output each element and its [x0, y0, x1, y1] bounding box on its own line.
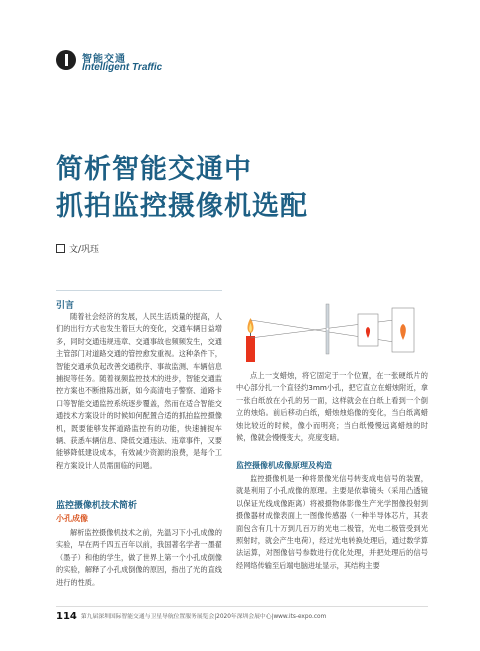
- screen-near: [358, 314, 378, 346]
- candle-icon: [246, 318, 255, 362]
- tech-subheading: 小孔成像: [56, 514, 88, 523]
- intro-paragraph: [56, 311, 222, 472]
- pinhole-card: [326, 304, 329, 354]
- footer-rule: [56, 606, 428, 607]
- candle-experiment-text: 点上一支蜡烛，将它固定于一个位置，在一张硬纸片的中心部分扎一个直径约3mm小孔，把它直立在蜡烛附近，拿一张白纸放在小孔的另一面，这样就会在白纸上看到一个倒立的烛焰。前后移动白纸，蜡烛烛焰像的变化，当白纸离蜡烛比较近的时候，像小而明亮；当白纸慢慢远离蜡烛的时候，像就会慢慢变大，亮度变暗。: [236, 371, 428, 443]
- right-paragraph-1: [236, 370, 428, 444]
- principle-text: 监控摄像机是一种将景像光信号转变成电信号的装置，就是利用了小孔成像的原理。主要是依靠镜头（采用凸透镜以保证光线成像距离）将被摄物体影像生产光学图像投射到摄像器材成像表面上一图像传感器（一种半导体芯片，其表面包含有几十万到几百万的光电二极管，光电二极管受到光照射时，就会产生电荷），经过光电转换处理后，通过数学算法运算，对图像信号参数进行优化处理，并把处理后的信号经网络传输至后端电脑进址显示，其结构主要: [236, 474, 428, 570]
- intro-text: 随着社会经济的发展，人民生活质量的提高，人们的出行方式也发生着巨大的变化，交通车辆日益增多，同时交通违规违章、交通事故也频频发生，交通主管部门对道路交通的管控愈发重视。这种条件下，智能交通承负起改善交通秩序、事故监测、车辆信息捕捉等任务。随着视频监控技术的进步，智能交通监控方案也不断推陈出新，如今高清电子警察、道路卡口等智能交通监控系统逐步覆盖，然而在适合智能交通技术方案设计的时候如何配置合适的抓拍监控摄像机，既要能够发挥道路监控有的功能，快速捕捉车辆、获悉车辆信息、降低交通违法、违章事件，又要能够降低建设成本，有效减少资源的浪费，是每个工程方案设计人员需面临的问题。: [56, 312, 222, 470]
- intro-heading: 引言: [56, 301, 75, 311]
- footer-text: 第九届深圳国际智能交通与卫星导航位置服务展览会|2020年深圳会展中心|www.its-expo.com: [80, 614, 327, 620]
- section-label-en: Intelligent Traffic: [82, 62, 163, 73]
- screen-far: [392, 308, 414, 352]
- article-title-line1: 简析智能交通中: [56, 154, 252, 185]
- section-badge-icon: [56, 50, 76, 70]
- author-name: 文/巩珏: [69, 245, 100, 255]
- divider: [56, 290, 222, 291]
- pinhole-diagram: [236, 298, 428, 368]
- page-number: 114: [56, 611, 77, 622]
- principle-heading: 监控摄像机成像原理及构造: [236, 461, 332, 470]
- author-box-icon: [56, 244, 65, 253]
- article-title-line2: 抓拍监控摄像机选配: [56, 191, 308, 222]
- right-paragraph-2: [236, 473, 428, 572]
- section-label-zh: 智能交通: [82, 54, 126, 65]
- section-badge-bar: [65, 54, 68, 66]
- page-footer: [56, 611, 326, 622]
- tech-heading: 监控摄像机技术简析: [56, 501, 138, 511]
- tech-text: 解析监控摄像机技术之前，先温习下小孔成像的实验，早在两千四五百年以前，我国著名学者一墨翟（墨子）和他的学生，做了世界上第一个小孔成倒像的实验，解释了小孔成倒像的原因，指出了光的直线进行的性质。: [56, 528, 222, 587]
- tech-paragraph: [56, 527, 222, 589]
- author-byline: [56, 242, 99, 255]
